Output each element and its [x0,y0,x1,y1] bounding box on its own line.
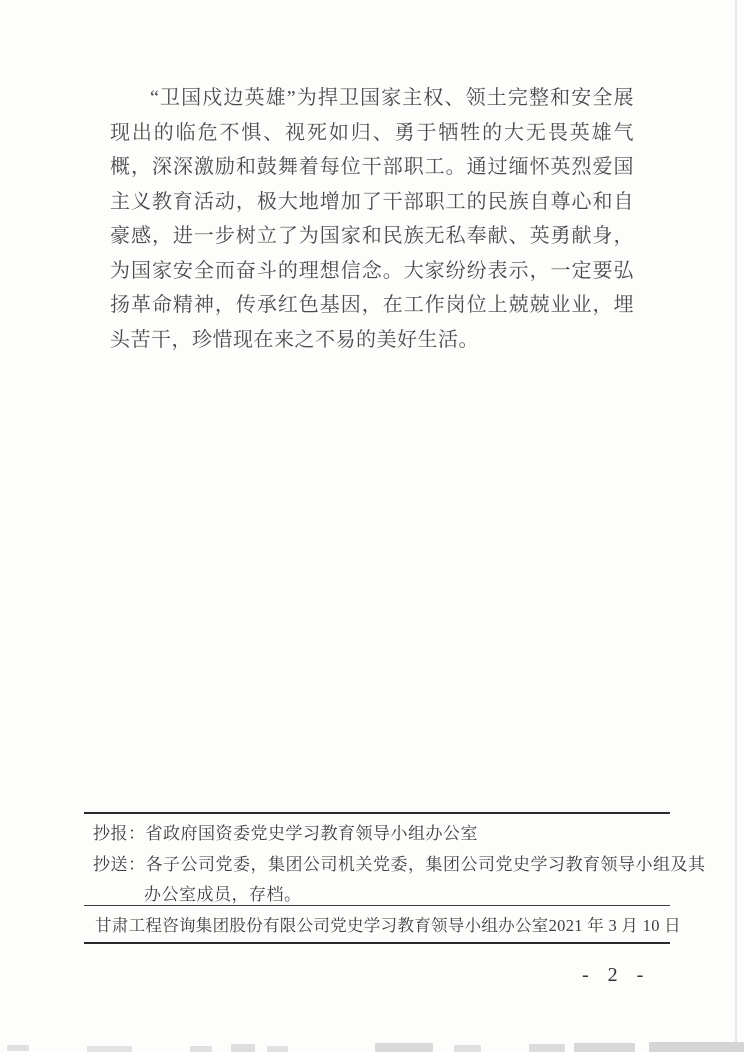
copy-send-value-line1: 各子公司党委，集团公司机关党委，集团公司党史学习教育领导小组及其 [145,855,706,874]
scan-artifact [529,1044,565,1052]
scan-artifact [7,1045,29,1051]
copy-report-value: 省政府国资委党史学习教育领导小组办公室 [145,824,478,843]
issuer-row [95,915,681,937]
body-paragraph: “卫国戍边英雄”为捍卫国家主权、领土完整和安全展现出的临危不惧、视死如归、勇于牺牲的大无畏英雄气概，深深激励和鼓舞着每位干部职工。通过缅怀英烈爱国主义教育活动，极大地增加了干部职工的民族自尊心和自豪感，进一步树立了为国家和民族无私奉献、英勇献身，为国家安全而奋斗的理想信念。大家纷纷表示，一定要弘扬革命精神，传承红色基因，在工作岗位上兢兢业业，埋头苦干，珍惜现在来之不易的美好生活。 [110,87,634,351]
issue-date: 2021 年 3 月 10 日 [548,916,681,935]
scan-artifact [574,1043,635,1052]
page-number: - 2 - [582,964,651,986]
copy-report-label: 抄报： [93,824,146,843]
footer-rule-bottom [84,942,670,944]
copy-send-label: 抄送： [93,855,146,874]
copy-send-continuation: 办公室成员，存档。 [144,885,302,904]
issuer-office: 甘肃工程咨询集团股份有限公司党史学习教育领导小组办公室 [95,916,549,935]
copy-report-line [93,823,478,845]
scan-artifact [87,1046,132,1052]
scan-artifact [267,1046,288,1052]
scan-artifact [375,1043,433,1052]
scan-edge-line [735,0,737,1052]
scan-artifact [190,1046,212,1052]
scan-artifact [454,1045,481,1052]
copy-send-line [93,854,706,876]
scan-artifact [649,1042,744,1052]
footer-rule-top [84,812,670,814]
scan-artifact [231,1044,255,1052]
